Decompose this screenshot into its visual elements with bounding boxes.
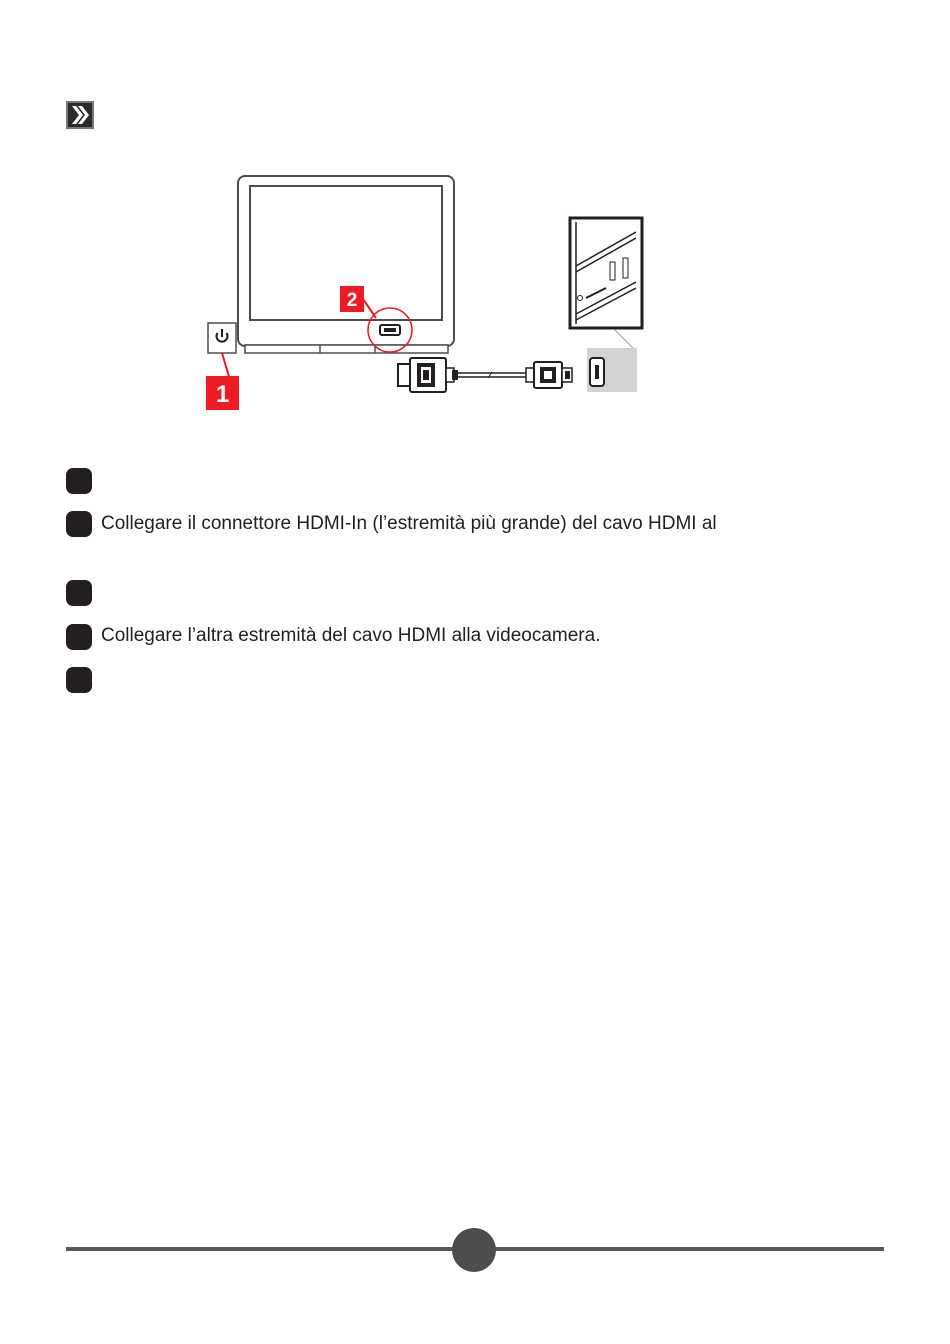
step-text-2: Collegare il connettore HDMI-In (l’estremità più grande) del cavo HDMI al <box>101 513 717 534</box>
step-text-4: Collegare l’altra estremità del cavo HDMI alla videocamera. <box>101 625 601 646</box>
camera-closeup-illustration <box>570 218 642 328</box>
camera-port-panel <box>587 319 637 392</box>
section-arrow-icon <box>66 101 94 129</box>
step-badge-2 <box>66 511 92 537</box>
power-button-illustration <box>208 323 236 353</box>
step-badge-3 <box>66 580 92 606</box>
callout-1-label: 1 <box>215 381 230 408</box>
tv-hdmi-connection-diagram <box>190 170 660 420</box>
step-badge-5 <box>66 667 92 693</box>
hdmi-cable-illustration <box>398 358 572 392</box>
tv-illustration <box>238 176 454 353</box>
step-badge-1 <box>66 468 92 494</box>
step-badge-4 <box>66 624 92 650</box>
callout-2-label: 2 <box>346 290 358 311</box>
page-number-badge <box>452 1228 496 1272</box>
